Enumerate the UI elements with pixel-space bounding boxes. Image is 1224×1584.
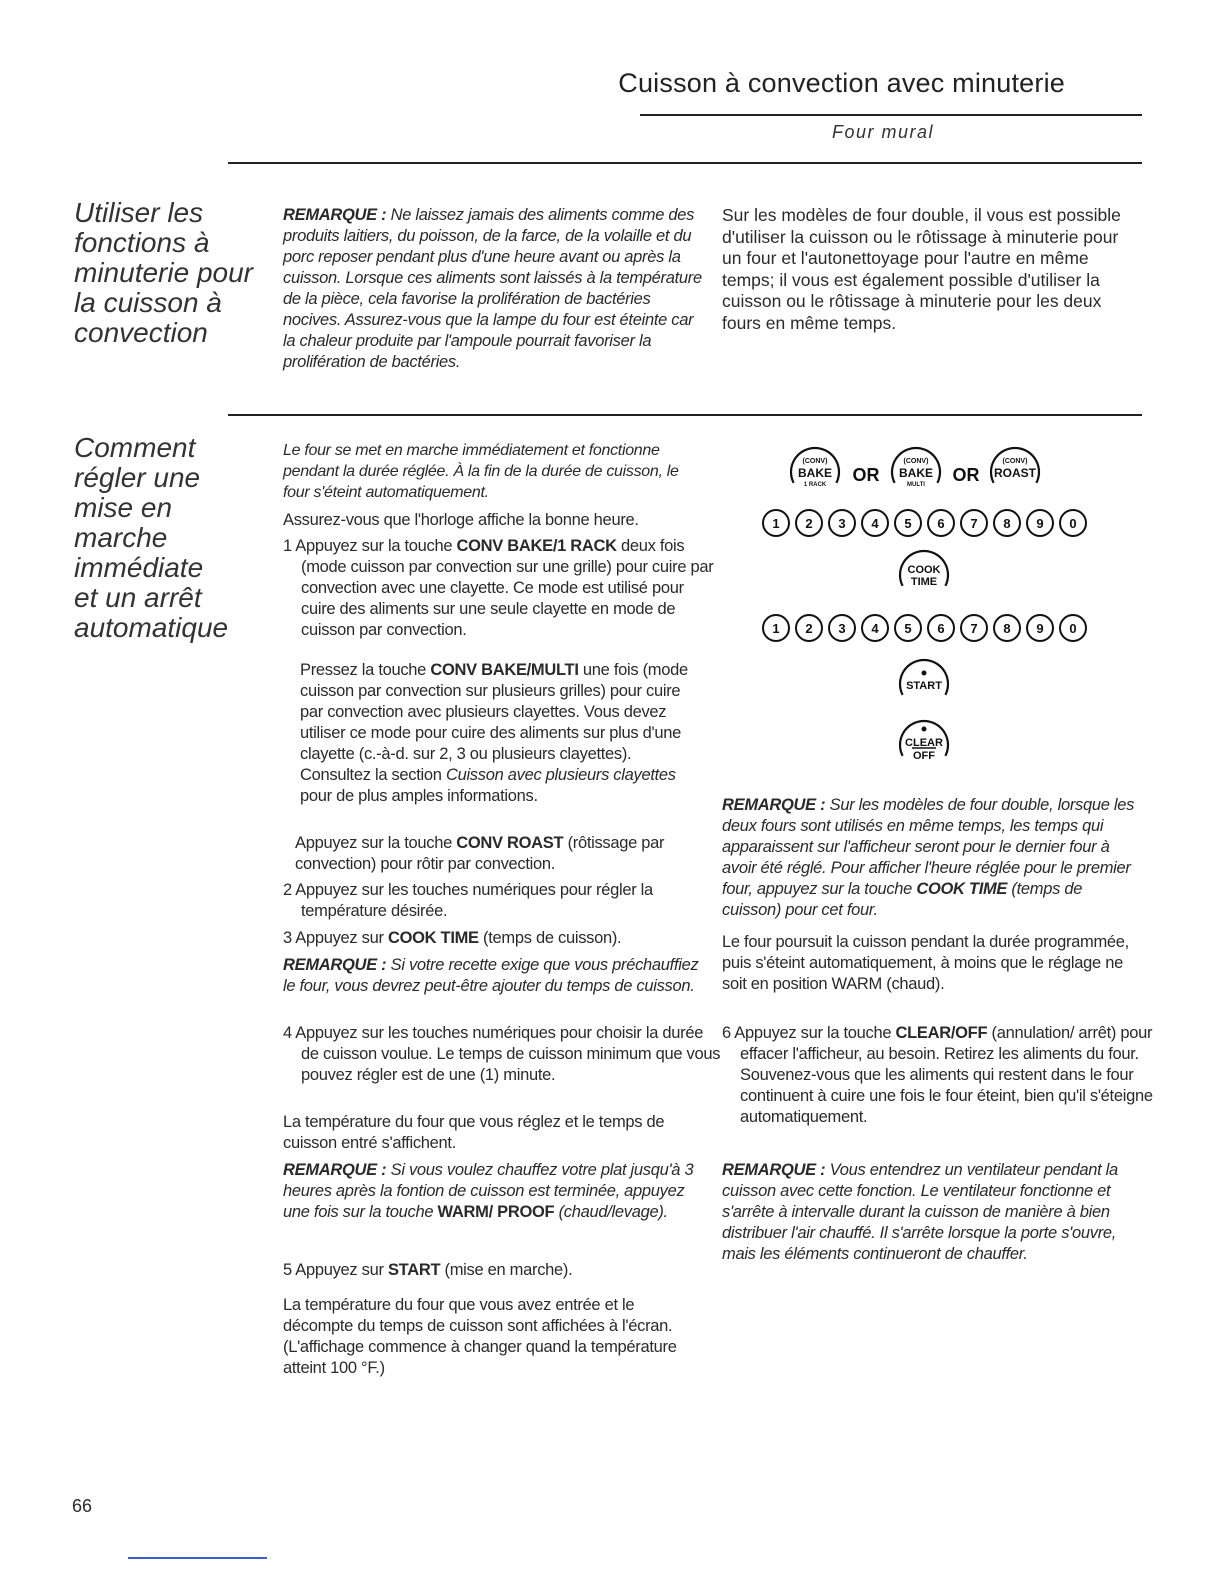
digit-label: 7 bbox=[970, 621, 978, 636]
digit-label: 8 bbox=[1003, 516, 1011, 531]
step-1-roast bbox=[295, 833, 705, 875]
text-segment: CONV BAKE/1 RACK bbox=[456, 537, 617, 555]
digit-key-8 bbox=[994, 510, 1020, 536]
start-button bbox=[900, 660, 948, 695]
step-2 bbox=[283, 880, 721, 922]
button-label: (CONV) bbox=[903, 458, 929, 465]
digit-label: 3 bbox=[838, 516, 846, 531]
button-label: TIME bbox=[910, 576, 938, 588]
step-1-multi bbox=[300, 660, 705, 807]
button-label: ROAST bbox=[994, 466, 1036, 480]
digit-key-8 bbox=[994, 615, 1020, 641]
digit-label: 1 bbox=[772, 516, 780, 531]
text-segment: Assurez-vous que l'horloge affiche la bonne heure. bbox=[283, 511, 639, 529]
page-number: 66 bbox=[72, 1496, 93, 1516]
button-label: COOK bbox=[907, 564, 941, 576]
text-segment: Cuisson avec plusieurs clayettes bbox=[445, 766, 676, 784]
continue-text bbox=[722, 932, 1142, 995]
countdown-text bbox=[283, 1295, 703, 1379]
digit-key-9 bbox=[1027, 510, 1053, 536]
step-1 bbox=[283, 536, 721, 641]
digit-label: 2 bbox=[805, 621, 813, 636]
text-segment: Pressez la touche bbox=[300, 661, 431, 679]
digit-key-4 bbox=[862, 615, 888, 641]
digit-label: 3 bbox=[838, 621, 846, 636]
page-subtitle: Four mural bbox=[832, 122, 935, 142]
digit-key-6 bbox=[928, 510, 954, 536]
digit-key-3 bbox=[829, 510, 855, 536]
mode-button-3 bbox=[991, 448, 1039, 483]
section1-note bbox=[283, 205, 703, 373]
button-label: CLEAR bbox=[905, 737, 943, 749]
or-label: OR bbox=[852, 465, 880, 485]
mode-button-1 bbox=[791, 448, 839, 488]
note-preheat bbox=[283, 955, 703, 997]
digit-label: 4 bbox=[871, 516, 879, 531]
display-text bbox=[283, 1112, 703, 1154]
digit-key-2 bbox=[796, 615, 822, 641]
digit-key-5 bbox=[895, 615, 921, 641]
digit-label: 9 bbox=[1036, 516, 1044, 531]
footer-line bbox=[128, 1557, 267, 1559]
text-segment: Vous entendrez un ventilateur pendant la cuisson avec cette fonction. Le ventilateur fonctionne et s'arrête à intervalle durant la cuisson de manière à bien distribuer l'air chauffé. Il s'arrête lorsque la porte s'ouvre, mais les éléments continueront de chauffer. bbox=[722, 1161, 1118, 1263]
text-segment: Si votre recette exige que vous préchauffiez le four, vous devrez peut-être ajouter du temps de cuisson. bbox=[283, 956, 699, 995]
clear-off-button bbox=[900, 721, 948, 762]
note-fan bbox=[722, 1160, 1142, 1265]
text-segment: CLEAR/OFF bbox=[895, 1024, 988, 1042]
digit-key-0 bbox=[1060, 510, 1086, 536]
text-segment: 3 Appuyez sur bbox=[283, 929, 388, 947]
text-segment: REMARQUE : bbox=[283, 206, 391, 224]
digit-key-9 bbox=[1027, 615, 1053, 641]
digit-label: 6 bbox=[937, 621, 945, 636]
text-segment: 5 Appuyez sur bbox=[283, 1261, 388, 1279]
text-segment: (mise en marche). bbox=[440, 1261, 573, 1279]
button-label: 1 RACK bbox=[803, 482, 827, 488]
button-label: MULTI bbox=[907, 482, 925, 488]
button-label: BAKE bbox=[797, 466, 833, 480]
text-segment: START bbox=[387, 1261, 441, 1279]
text-segment: (annulation/ arrêt) pour effacer l'afficheur, au besoin. Retirez les aliments du four. Souvenez-vous que les aliments qui restent dans le four continuent à cuire une fois le four éteint, bien qu'il s'éteigne automatiquement. bbox=[740, 1024, 1153, 1126]
text-segment: Sur les modèles de four double, il vous est possible d'utiliser la cuisson ou le rôtissage à minuterie pour un four et l'autonettoyage pour l'autre en même temps; il vous est également possible d'utiliser la cuisson ou le rôtissage à minuterie pour les deux fours en même temps. bbox=[722, 205, 1121, 333]
text-segment: WARM/ PROOF bbox=[437, 1203, 555, 1221]
section1-dual-oven-text bbox=[722, 205, 1142, 335]
text-segment: 2 Appuyez sur les touches numériques pour régler la température désirée. bbox=[283, 881, 653, 920]
digit-label: 1 bbox=[772, 621, 780, 636]
text-segment: CONV ROAST bbox=[456, 834, 564, 852]
mode-button-2 bbox=[892, 448, 940, 488]
title-rule bbox=[640, 114, 1142, 116]
text-segment: Appuyez sur la touche bbox=[295, 834, 457, 852]
digit-key-5 bbox=[895, 510, 921, 536]
text-segment: (chaud/levage). bbox=[554, 1203, 668, 1221]
digit-label: 0 bbox=[1069, 516, 1077, 531]
intro-text bbox=[283, 440, 703, 503]
text-segment: Le four poursuit la cuisson pendant la durée programmée, puis s'éteint automatiquement, à moins que le réglage ne soit en position WARM (chaud). bbox=[722, 933, 1129, 993]
text-segment: 4 Appuyez sur les touches numériques pour choisir la durée de cuisson voulue. Le temps de cuisson minimum que vous pouvez régler est de une (1) minute. bbox=[283, 1024, 721, 1084]
section1-heading: Utiliser les fonctions à minuterie pour la cuisson à convection bbox=[74, 197, 253, 348]
button-label: START bbox=[906, 680, 942, 692]
text-segment: (rôtissage par convection) pour rôtir par convection. bbox=[295, 834, 665, 873]
digit-key-4 bbox=[862, 510, 888, 536]
text-segment: COOK TIME bbox=[387, 929, 479, 947]
step-4 bbox=[283, 1023, 721, 1086]
digit-key-7 bbox=[961, 615, 987, 641]
text-segment: REMARQUE : bbox=[283, 956, 391, 974]
text-segment: (temps de cuisson) pour cet four. bbox=[722, 880, 1083, 919]
digit-label: 0 bbox=[1069, 621, 1077, 636]
digit-key-0 bbox=[1060, 615, 1086, 641]
text-segment: REMARQUE : bbox=[283, 1161, 391, 1179]
keypad-diagram bbox=[740, 435, 1120, 785]
digit-label: 9 bbox=[1036, 621, 1044, 636]
button-label: OFF bbox=[913, 750, 935, 762]
digit-label: 2 bbox=[805, 516, 813, 531]
section2-heading: Comment régler une mise en marche immédiate et un arrêt automatique bbox=[74, 432, 229, 643]
clock-text bbox=[283, 510, 703, 531]
section-divider bbox=[228, 414, 1142, 416]
button-label: (CONV) bbox=[802, 458, 828, 465]
digit-key-7 bbox=[961, 510, 987, 536]
digit-key-3 bbox=[829, 615, 855, 641]
text-segment: une fois (mode cuisson par convection sur plusieurs grilles) pour cuire par convection avec plusieurs clayettes. Vous devez utiliser ce mode pour cuire des aliments sur plus d'une clayette (c.-à-d. sur 2, 3 ou plusieurs clayettes). Consultez la section bbox=[300, 661, 688, 784]
digit-label: 8 bbox=[1003, 621, 1011, 636]
text-segment: COOK TIME bbox=[916, 880, 1008, 898]
text-segment: CONV BAKE/MULTI bbox=[430, 661, 579, 679]
text-segment: Le four se met en marche immédiatement et fonctionne pendant la durée réglée. À la fin de la durée de cuisson, le four s'éteint automatiquement. bbox=[283, 442, 679, 501]
text-segment: pour de plus amples informations. bbox=[300, 787, 538, 805]
step-3 bbox=[283, 928, 721, 949]
page-title: Cuisson à convection avec minuterie bbox=[618, 68, 1065, 98]
note-dual-oven bbox=[722, 795, 1142, 921]
digit-key-2 bbox=[796, 510, 822, 536]
button-label: (CONV) bbox=[1002, 458, 1028, 465]
text-segment: Si vous voulez chauffez votre plat jusqu'à 3 heures après la fontion de cuisson est terminée, appuyez une fois sur la touche bbox=[283, 1161, 694, 1221]
text-segment: 6 Appuyez sur la touche bbox=[722, 1024, 896, 1042]
digit-key-1 bbox=[763, 615, 789, 641]
button-label: BAKE bbox=[898, 466, 934, 480]
text-segment: La température du four que vous réglez et le temps de cuisson entré s'affichent. bbox=[283, 1113, 665, 1152]
text-segment: Sur les modèles de four double, lorsque les deux fours sont utilisés en même temps, les temps qui apparaissent sur l'afficheur seront pour le dernier four à avoir été réglé. Pour afficher l'heure réglée pour le premier four, appuyez sur la touche bbox=[722, 796, 1135, 898]
text-segment: (temps de cuisson). bbox=[478, 929, 622, 947]
step-6 bbox=[722, 1023, 1160, 1128]
digit-label: 5 bbox=[904, 621, 912, 636]
digit-key-1 bbox=[763, 510, 789, 536]
section-divider bbox=[228, 162, 1142, 164]
digit-label: 5 bbox=[904, 516, 912, 531]
digit-label: 7 bbox=[970, 516, 978, 531]
text-segment: 1 Appuyez sur la touche bbox=[283, 537, 457, 555]
digit-label: 4 bbox=[871, 621, 879, 636]
note-warm bbox=[283, 1160, 703, 1223]
text-segment: REMARQUE : bbox=[722, 1161, 830, 1179]
digit-label: 6 bbox=[937, 516, 945, 531]
text-segment: deux fois (mode cuisson par convection sur une grille) pour cuire par convection avec une clayette. Ce mode est utilisé pour cuire des aliments sur une seule clayette en mode de cuisson par convection. bbox=[301, 537, 714, 639]
cook-time-button bbox=[900, 551, 948, 588]
or-label: OR bbox=[952, 465, 980, 485]
text-segment: La température du four que vous avez entrée et le décompte du temps de cuisson sont affichées à l'écran. (L'affichage commence à changer quand la température atteint 100 °F.) bbox=[283, 1296, 677, 1377]
step-5 bbox=[283, 1260, 721, 1281]
text-segment: Ne laissez jamais des aliments comme des produits laitiers, du poisson, de la farce, de la volaille et du porc reposer pendant plus d'une heure avant ou après la cuisson. Lorsque ces aliments sont laissés à la température de la pièce, cela favorise la prolifération de bactéries nocives. Assurez-vous que la lampe du four est éteinte car la chaleur produite par l'ampoule pourrait favoriser la prolifération de bactéries. bbox=[283, 206, 702, 371]
text-segment: REMARQUE : bbox=[722, 796, 830, 814]
digit-key-6 bbox=[928, 615, 954, 641]
